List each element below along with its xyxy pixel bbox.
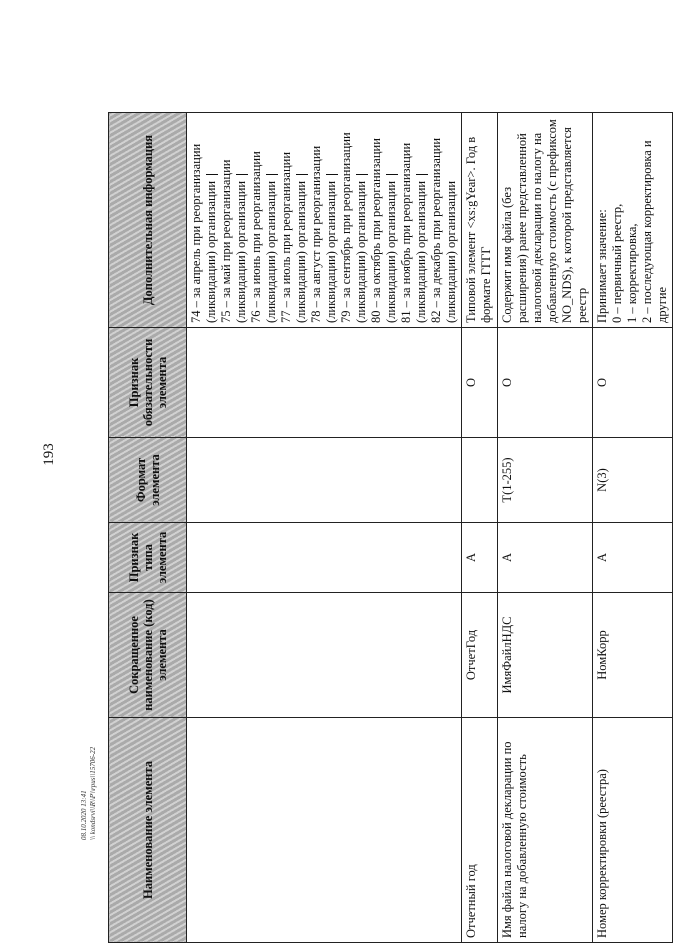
cont-format-cell (187, 438, 462, 523)
separator-bar (356, 174, 368, 175)
row-format: T(1-255) (498, 438, 593, 523)
row-required: О (462, 328, 498, 438)
footer-path: \\ kondsrvi\\R\\P\\rpus\\15706-22 (89, 746, 97, 840)
page-number: 193 (40, 443, 57, 466)
header-code: Сокращенное наименование (код) элемента (109, 593, 187, 718)
header-name: Наименование элемента (109, 718, 187, 943)
row-code: ИмяФайлНДС (498, 593, 593, 718)
row-type: А (498, 523, 593, 593)
footer-timestamp: 08.10.2020 13:41 (80, 790, 88, 840)
info-line: 1 – корректировка, (625, 223, 639, 323)
separator-bar (416, 174, 428, 175)
row-info: Типовой элемент <xs:gYear>. Год в формате ГГГГ (462, 113, 498, 328)
cont-info-cell (187, 113, 462, 328)
cont-required-cell (187, 328, 462, 438)
cont-code-cell (187, 593, 462, 718)
header-format: Формат элемента (109, 438, 187, 523)
row-name: Имя файла налоговой декларации по налогу на добавленную стоимость (498, 718, 593, 943)
info-line: 74 – за апрель при реорганизации (ликвидации) организации (189, 143, 218, 323)
header-info: Дополнительная информация (109, 113, 187, 328)
cont-name-cell (187, 718, 462, 943)
info-line: 77 – за июль при реорганизации (ликвидации) организации (279, 151, 308, 323)
info-line: 75 – за май при реорганизации (ликвидации) организации (219, 159, 248, 323)
separator-bar (326, 174, 338, 175)
cont-type-cell (187, 523, 462, 593)
row-name: Отчетный год (462, 718, 498, 943)
info-line: Принимает значение: (595, 209, 609, 323)
info-line: 2 – последующая корректировка и другие (640, 140, 669, 323)
row-format (462, 438, 498, 523)
row-info (593, 113, 673, 328)
row-code: ОтчетГод (462, 593, 498, 718)
elements-table (108, 112, 673, 943)
info-line: 82 – за декабрь при реорганизации (ликвидации) организации (429, 137, 458, 323)
footer (80, 700, 100, 840)
separator-bar (236, 174, 248, 175)
table-header-row (109, 113, 187, 943)
separator-bar (266, 174, 278, 175)
header-type: Признак типа элемента (109, 523, 187, 593)
row-name: Номер корректировки (реестра) (593, 718, 673, 943)
table-row-report-year (462, 113, 498, 943)
table-row-correction-number (593, 113, 673, 943)
row-format: N(3) (593, 438, 673, 523)
row-required: О (593, 328, 673, 438)
separator-bar (386, 174, 398, 175)
info-line: 79 – за сентябрь при реорганизации (ликвидации) организации (339, 132, 368, 323)
row-required: О (498, 328, 593, 438)
info-line: 0 – первичный реестр, (610, 203, 624, 323)
info-line: 78 – за август при реорганизации (ликвидации) организации (309, 145, 338, 323)
row-type: А (462, 523, 498, 593)
header-required: Признак обязательности элемента (109, 328, 187, 438)
separator-bar (296, 174, 308, 175)
elements-table-wrapper (108, 113, 669, 943)
table-row-vat-file-name (498, 113, 593, 943)
row-type: А (593, 523, 673, 593)
row-info: Содержит имя файла (без расширения) ранее представленной налоговой декларации по налогу на добавленную стоимость (с префиксом NO_NDS), к которой представляется реестр (498, 113, 593, 328)
table-row-continuation (187, 113, 462, 943)
info-line: 81 – за ноябрь при реорганизации (ликвидации) организации (399, 142, 428, 323)
separator-bar (206, 174, 218, 175)
info-line: 76 – за июнь при реорганизации (ликвидации) организации (249, 151, 278, 323)
row-code: НомКорр (593, 593, 673, 718)
info-line: 80 – за октябрь при реорганизации (ликвидации) организации (369, 138, 398, 323)
